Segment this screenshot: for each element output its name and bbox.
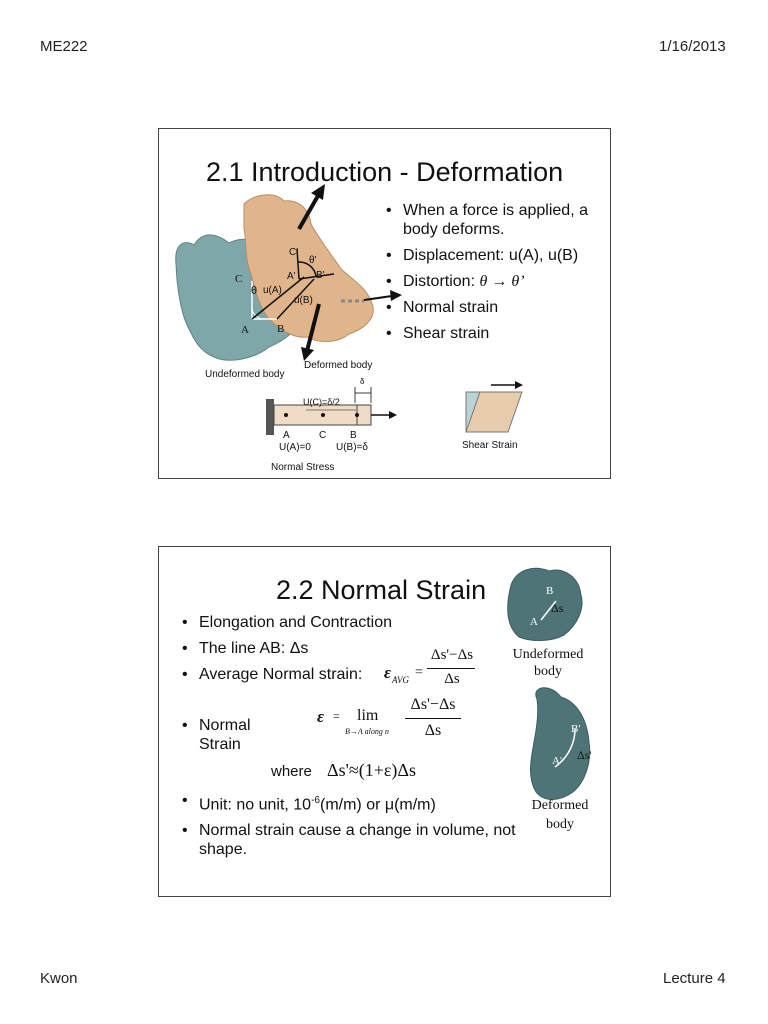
blob-label-b-prime: B'	[571, 723, 581, 735]
eq1-denominator: Δs	[444, 671, 460, 687]
deformed-caption: Deformed body	[531, 798, 589, 832]
blob-label-a: A	[530, 616, 538, 628]
blob-label-b: B	[546, 585, 554, 597]
label-theta-prime: θ'	[309, 255, 317, 266]
deformed-blob	[530, 688, 589, 800]
slide-deformation	[158, 128, 611, 479]
bullet-line-ab: • The line AB: Δs	[182, 639, 512, 658]
bullet-force: • When a force is applied, a body deforms.	[386, 201, 606, 239]
eq1-lhs: ε	[384, 663, 391, 682]
label-a: A	[241, 324, 249, 336]
bullet-shear-strain: • Shear strain	[386, 324, 606, 343]
eq2-lim-sub: B→A along n	[345, 727, 389, 736]
bar-point-a: A	[283, 430, 290, 441]
slide-normal-strain	[158, 546, 611, 897]
bullet-volume: • Normal strain cause a change in volume, not shape.	[182, 821, 522, 859]
bar-point-c: C	[319, 430, 327, 441]
label-ub: u(B)	[294, 295, 313, 306]
bar-ua-label: U(A)=0	[279, 442, 311, 453]
slide1-title: 2.1 Introduction - Deformation	[206, 157, 564, 187]
bar-wall	[266, 399, 274, 435]
undeformed-blob	[508, 568, 582, 640]
label-a-prime: A'	[287, 271, 296, 282]
header-date: 1/16/2013	[659, 38, 726, 55]
label-theta: θ	[251, 285, 258, 297]
shear-caption: Shear Strain	[462, 440, 518, 451]
eq1-equals: =	[415, 665, 423, 680]
bullet-distortion: • Distortion: θ → θ’	[386, 272, 606, 291]
undeformed-caption: Undeformed body	[512, 647, 584, 679]
eq1-bar	[427, 668, 475, 669]
slide2-bullets-bottom	[182, 791, 522, 866]
bullet-average-strain: • Average Normal strain:	[182, 665, 512, 684]
bullet-displacement: • Displacement: u(A), u(B)	[386, 246, 606, 265]
footer-lecture: Lecture 4	[663, 970, 726, 987]
eq2-lim: lim	[357, 707, 379, 724]
eq1-sub: AVG	[392, 675, 410, 685]
bar-point-b: B	[350, 430, 357, 441]
eq2-bar	[405, 718, 461, 719]
eq2-denominator: Δs	[424, 722, 442, 739]
slide2-bullet-normal-strain	[182, 716, 292, 761]
eq2-equals: =	[333, 709, 340, 723]
label-c: C	[235, 273, 243, 285]
label-b-prime: B'	[316, 270, 325, 281]
header-course: ME222	[40, 38, 88, 55]
bullet-unit: • Unit: no unit, $10^{-6}(m/m)$ or μ(m/m)	[182, 791, 522, 814]
label-b: B	[277, 323, 285, 335]
bar-caption: Normal Stress	[271, 462, 335, 473]
bar-ub-label: U(B)=δ	[336, 442, 368, 453]
slide2-title: 2.2 Normal Strain	[276, 575, 487, 605]
deformed-body-label: Deformed body	[304, 360, 373, 371]
where-label: where	[271, 763, 312, 780]
bullet-normal-strain: • Normal strain	[386, 298, 606, 317]
bar-delta-label: δ	[360, 377, 365, 386]
eq2-lhs: ε	[317, 707, 324, 726]
bullet-elongation: • Elongation and Contraction	[182, 613, 512, 632]
blob-label-ds: Δs	[551, 601, 564, 615]
bar-uc-label: U(C)=δ/2	[303, 397, 340, 407]
blob-label-a-prime: A'	[552, 755, 562, 767]
eq1-numerator: Δs'−Δs	[430, 647, 474, 663]
undeformed-body-label: Undeformed body	[205, 369, 285, 380]
blob-label-ds-prime: Δs'	[577, 748, 592, 762]
eq2-numerator: Δs'−Δs	[410, 696, 456, 713]
slide1-bullets	[386, 201, 606, 350]
label-ua: u(A)	[263, 285, 282, 296]
footer-author: Kwon	[40, 970, 78, 987]
bullet-normal-strain-def: • Normal Strain	[182, 716, 292, 754]
where-equation: Δs'≈(1+ε)Δs	[327, 760, 416, 780]
label-c-prime: C'	[289, 247, 299, 258]
